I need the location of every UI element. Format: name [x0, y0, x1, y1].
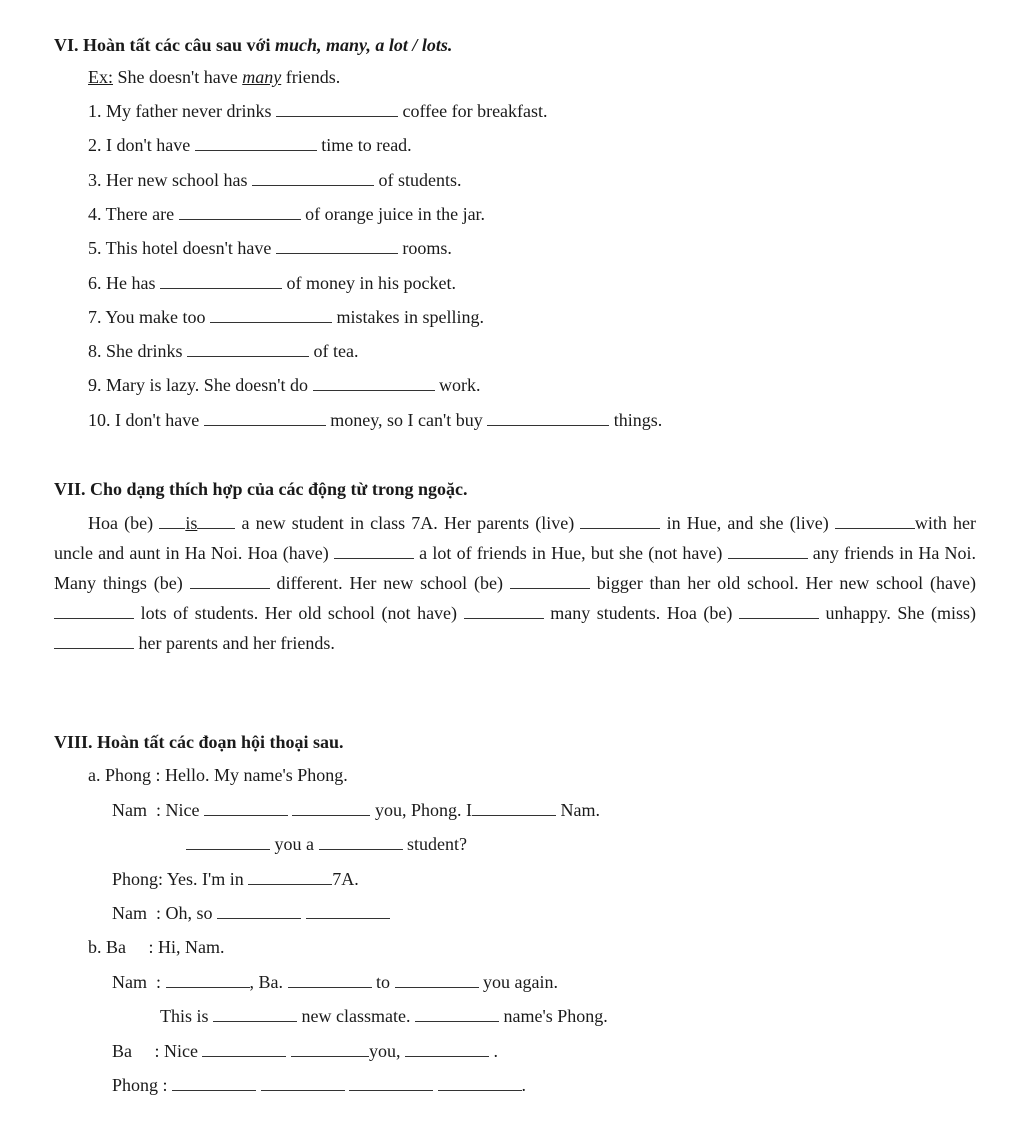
- example-word: many: [242, 67, 282, 87]
- item-9: 9. Mary is lazy. She doesn't do work.: [88, 375, 481, 395]
- answer-blank[interactable]: [276, 237, 398, 254]
- answer-blank[interactable]: [306, 902, 390, 919]
- answer-blank[interactable]: [197, 512, 235, 529]
- answer-blank[interactable]: [728, 542, 808, 559]
- answer-blank[interactable]: [179, 203, 301, 220]
- answer-blank[interactable]: [217, 902, 301, 919]
- dialogue-a-nam-2: you a student?: [186, 833, 467, 855]
- answer-blank[interactable]: [202, 1040, 286, 1057]
- answer-blank[interactable]: [204, 409, 326, 426]
- item-6: 6. He has of money in his pocket.: [88, 273, 456, 293]
- answer-blank[interactable]: [213, 1005, 297, 1022]
- answer-blank[interactable]: [172, 1074, 256, 1091]
- answer-blank[interactable]: [487, 409, 609, 426]
- item-1: 1. My father never drinks coffee for breakfast.: [88, 101, 548, 121]
- item-8: 8. She drinks of tea.: [88, 341, 359, 361]
- dialogue-a-nam-1: Nam : Nice you, Phong. I Nam.: [112, 800, 600, 820]
- section-6-title-emphasis: much, many, a lot / lots.: [274, 35, 453, 55]
- dialogue-b-ba-1: b. Ba : Hi, Nam.: [88, 937, 225, 957]
- item-4: 4. There are of orange juice in the jar.: [88, 204, 486, 224]
- dialogue-b-phong: Phong : .: [112, 1075, 527, 1095]
- example-label: Ex:: [88, 67, 113, 87]
- answer-blank[interactable]: [349, 1074, 433, 1091]
- section-7-title: VII. Cho dạng thích hợp của các động từ trong ngoặc.: [54, 479, 468, 499]
- answer-blank[interactable]: [195, 134, 317, 151]
- answer-blank[interactable]: [54, 632, 134, 649]
- dialogue-a-phong-1: a. Phong : Hello. My name's Phong.: [88, 765, 348, 785]
- answer-blank[interactable]: [159, 512, 185, 529]
- answer-blank[interactable]: [187, 340, 309, 357]
- section-7-paragraph: Hoa (be) is a new student in class 7A. Her parents (live) in Hue, and she (live) with her uncle and aunt in Ha Noi. Hoa (have) a lot of friends in Hue, but she (not have) any friends in Ha Noi. Many things (be) different. Her new school (be) bigger than her old school. Her new school (have) lots of students. Her old school (not have) many students. Hoa (be) unhappy. She (miss) her parents and her friends.: [54, 513, 977, 653]
- answer-blank[interactable]: [252, 169, 374, 186]
- dialogue-a-phong-2: Phong: Yes. I'm in 7A.: [112, 869, 359, 889]
- answer-blank[interactable]: [186, 833, 270, 850]
- dialogue-b-nam-2: This is new classmate. name's Phong.: [160, 1006, 608, 1026]
- answer-blank[interactable]: [739, 602, 819, 619]
- answer-blank[interactable]: [190, 572, 270, 589]
- answer-blank[interactable]: [510, 572, 590, 589]
- answer-blank[interactable]: [204, 799, 288, 816]
- section-6-example: Ex: She doesn't have many friends.: [88, 67, 341, 87]
- answer-blank[interactable]: [160, 272, 282, 289]
- answer-blank[interactable]: [395, 971, 479, 988]
- item-7: 7. You make too mistakes in spelling.: [88, 307, 485, 327]
- answer-blank[interactable]: [580, 512, 660, 529]
- answer-blank[interactable]: [415, 1005, 499, 1022]
- answer-blank[interactable]: [166, 971, 250, 988]
- answer-blank[interactable]: [276, 100, 398, 117]
- item-5: 5. This hotel doesn't have rooms.: [88, 238, 452, 258]
- example-answer: is: [185, 513, 198, 533]
- answer-blank[interactable]: [248, 868, 332, 885]
- answer-blank[interactable]: [54, 602, 134, 619]
- answer-blank[interactable]: [405, 1040, 489, 1057]
- dialogue-b-ba-2: Ba : Nice you, .: [112, 1041, 498, 1061]
- dialogue-a-nam-3: Nam : Oh, so: [112, 902, 390, 924]
- answer-blank[interactable]: [472, 799, 556, 816]
- answer-blank[interactable]: [210, 306, 332, 323]
- answer-blank[interactable]: [438, 1074, 522, 1091]
- section-8-title: VIII. Hoàn tất các đoạn hội thoại sau.: [54, 732, 344, 752]
- answer-blank[interactable]: [313, 374, 435, 391]
- item-2: 2. I don't have time to read.: [88, 135, 412, 155]
- item-10: 10. I don't have money, so I can't buy things.: [88, 410, 663, 430]
- answer-blank[interactable]: [464, 602, 544, 619]
- answer-blank[interactable]: [261, 1074, 345, 1091]
- answer-blank[interactable]: [319, 833, 403, 850]
- item-3: 3. Her new school has of students.: [88, 170, 462, 190]
- dialogue-b-nam-1: Nam : , Ba. to you again.: [112, 972, 558, 992]
- answer-blank[interactable]: [334, 542, 414, 559]
- answer-blank[interactable]: [291, 1040, 369, 1057]
- answer-blank[interactable]: [288, 971, 372, 988]
- answer-blank[interactable]: [835, 512, 915, 529]
- section-6-title: VI. Hoàn tất các câu sau với much, many, a lot / lots.: [54, 35, 453, 55]
- answer-blank[interactable]: [292, 799, 370, 816]
